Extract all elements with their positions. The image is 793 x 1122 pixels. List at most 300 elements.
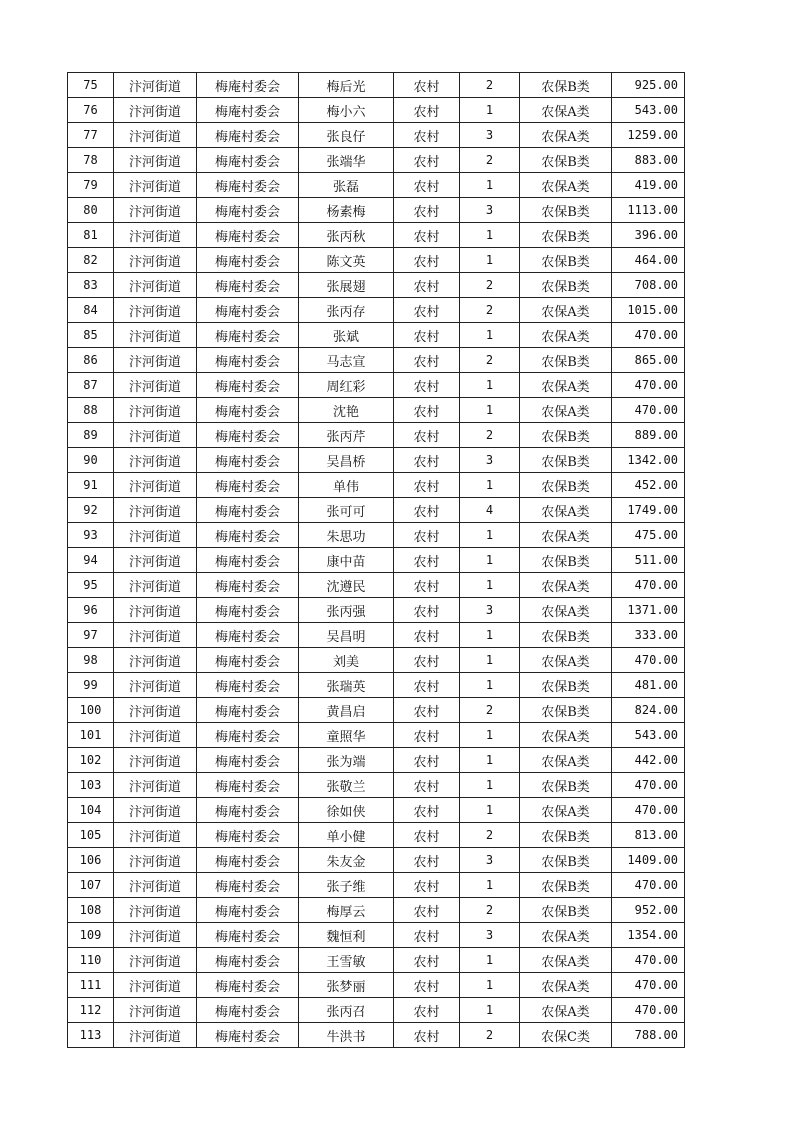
- amount-cell: 470.00: [612, 323, 685, 348]
- table-row: [68, 723, 685, 748]
- row-number-cell: 96: [68, 598, 114, 623]
- amount-cell: 788.00: [612, 1023, 685, 1048]
- row-number-cell: 79: [68, 173, 114, 198]
- amount-cell: 419.00: [612, 173, 685, 198]
- household-type-cell: 农村: [394, 698, 460, 723]
- household-type-cell: 农村: [394, 548, 460, 573]
- table-row: [68, 648, 685, 673]
- household-type-cell: 农村: [394, 123, 460, 148]
- household-size-cell: 1: [460, 473, 520, 498]
- insurance-category-cell: 农保A类: [520, 498, 612, 523]
- amount-cell: 883.00: [612, 148, 685, 173]
- household-size-cell: 1: [460, 998, 520, 1023]
- household-type-cell: 农村: [394, 973, 460, 998]
- street-cell: 汴河街道: [114, 423, 197, 448]
- row-number-cell: 75: [68, 73, 114, 98]
- person-name-cell: 魏恒利: [299, 923, 394, 948]
- insurance-category-cell: 农保A类: [520, 723, 612, 748]
- household-size-cell: 1: [460, 523, 520, 548]
- row-number-cell: 109: [68, 923, 114, 948]
- household-size-cell: 1: [460, 873, 520, 898]
- row-number-cell: 101: [68, 723, 114, 748]
- person-name-cell: 牛洪书: [299, 1023, 394, 1048]
- household-type-cell: 农村: [394, 498, 460, 523]
- street-cell: 汴河街道: [114, 823, 197, 848]
- amount-cell: 470.00: [612, 773, 685, 798]
- row-number-cell: 100: [68, 698, 114, 723]
- household-type-cell: 农村: [394, 748, 460, 773]
- row-number-cell: 90: [68, 448, 114, 473]
- village-committee-cell: 梅庵村委会: [197, 373, 299, 398]
- insurance-category-cell: 农保B类: [520, 223, 612, 248]
- person-name-cell: 张丙召: [299, 998, 394, 1023]
- village-committee-cell: 梅庵村委会: [197, 1023, 299, 1048]
- household-size-cell: 3: [460, 448, 520, 473]
- table-row: [68, 573, 685, 598]
- amount-cell: 470.00: [612, 373, 685, 398]
- insurance-category-cell: 农保B类: [520, 773, 612, 798]
- table-row: [68, 448, 685, 473]
- table-row: [68, 123, 685, 148]
- insurance-category-cell: 农保A类: [520, 398, 612, 423]
- insurance-category-cell: 农保A类: [520, 573, 612, 598]
- table-row: [68, 773, 685, 798]
- insurance-category-cell: 农保B类: [520, 273, 612, 298]
- village-committee-cell: 梅庵村委会: [197, 273, 299, 298]
- row-number-cell: 104: [68, 798, 114, 823]
- amount-cell: 813.00: [612, 823, 685, 848]
- table-row: [68, 548, 685, 573]
- person-name-cell: 吴昌明: [299, 623, 394, 648]
- row-number-cell: 80: [68, 198, 114, 223]
- insurance-category-cell: 农保A类: [520, 998, 612, 1023]
- village-committee-cell: 梅庵村委会: [197, 773, 299, 798]
- table-row: [68, 698, 685, 723]
- household-type-cell: 农村: [394, 198, 460, 223]
- table-row: [68, 498, 685, 523]
- table-row: [68, 998, 685, 1023]
- street-cell: 汴河街道: [114, 848, 197, 873]
- street-cell: 汴河街道: [114, 298, 197, 323]
- row-number-cell: 105: [68, 823, 114, 848]
- person-name-cell: 张展翅: [299, 273, 394, 298]
- amount-cell: 442.00: [612, 748, 685, 773]
- household-type-cell: 农村: [394, 398, 460, 423]
- row-number-cell: 108: [68, 898, 114, 923]
- table-row: [68, 848, 685, 873]
- person-name-cell: 梅小六: [299, 98, 394, 123]
- household-type-cell: 农村: [394, 298, 460, 323]
- household-type-cell: 农村: [394, 898, 460, 923]
- amount-cell: 511.00: [612, 548, 685, 573]
- person-name-cell: 沈遵民: [299, 573, 394, 598]
- household-size-cell: 3: [460, 598, 520, 623]
- amount-cell: 708.00: [612, 273, 685, 298]
- village-committee-cell: 梅庵村委会: [197, 148, 299, 173]
- amount-cell: 1371.00: [612, 598, 685, 623]
- insurance-category-cell: 农保B类: [520, 623, 612, 648]
- household-type-cell: 农村: [394, 848, 460, 873]
- amount-cell: 889.00: [612, 423, 685, 448]
- person-name-cell: 张良仔: [299, 123, 394, 148]
- household-type-cell: 农村: [394, 823, 460, 848]
- table-body: [68, 73, 685, 1048]
- household-type-cell: 农村: [394, 98, 460, 123]
- village-committee-cell: 梅庵村委会: [197, 873, 299, 898]
- village-committee-cell: 梅庵村委会: [197, 198, 299, 223]
- person-name-cell: 张丙秋: [299, 223, 394, 248]
- table-row: [68, 323, 685, 348]
- street-cell: 汴河街道: [114, 798, 197, 823]
- street-cell: 汴河街道: [114, 198, 197, 223]
- household-size-cell: 2: [460, 423, 520, 448]
- household-type-cell: 农村: [394, 598, 460, 623]
- person-name-cell: 童照华: [299, 723, 394, 748]
- person-name-cell: 沈艳: [299, 398, 394, 423]
- street-cell: 汴河街道: [114, 273, 197, 298]
- table-row: [68, 473, 685, 498]
- table-row: [68, 923, 685, 948]
- row-number-cell: 113: [68, 1023, 114, 1048]
- village-committee-cell: 梅庵村委会: [197, 98, 299, 123]
- household-type-cell: 农村: [394, 523, 460, 548]
- street-cell: 汴河街道: [114, 373, 197, 398]
- household-size-cell: 2: [460, 698, 520, 723]
- household-size-cell: 1: [460, 398, 520, 423]
- insurance-category-cell: 农保B类: [520, 198, 612, 223]
- table-row: [68, 198, 685, 223]
- insurance-category-cell: 农保A类: [520, 298, 612, 323]
- household-size-cell: 1: [460, 548, 520, 573]
- person-name-cell: 杨素梅: [299, 198, 394, 223]
- household-size-cell: 2: [460, 273, 520, 298]
- table-row: [68, 748, 685, 773]
- insurance-category-cell: 农保A类: [520, 98, 612, 123]
- row-number-cell: 99: [68, 673, 114, 698]
- table-row: [68, 423, 685, 448]
- village-committee-cell: 梅庵村委会: [197, 848, 299, 873]
- household-type-cell: 农村: [394, 148, 460, 173]
- amount-cell: 470.00: [612, 998, 685, 1023]
- household-type-cell: 农村: [394, 773, 460, 798]
- street-cell: 汴河街道: [114, 98, 197, 123]
- row-number-cell: 87: [68, 373, 114, 398]
- household-size-cell: 1: [460, 748, 520, 773]
- household-size-cell: 1: [460, 573, 520, 598]
- table-row: [68, 348, 685, 373]
- person-name-cell: 周红彩: [299, 373, 394, 398]
- insurance-category-cell: 农保A类: [520, 973, 612, 998]
- street-cell: 汴河街道: [114, 148, 197, 173]
- street-cell: 汴河街道: [114, 948, 197, 973]
- table-row: [68, 298, 685, 323]
- insurance-category-cell: 农保A类: [520, 523, 612, 548]
- table-row: [68, 73, 685, 98]
- person-name-cell: 刘美: [299, 648, 394, 673]
- insurance-category-cell: 农保B类: [520, 823, 612, 848]
- row-number-cell: 97: [68, 623, 114, 648]
- household-type-cell: 农村: [394, 723, 460, 748]
- amount-cell: 865.00: [612, 348, 685, 373]
- insurance-category-cell: 农保A类: [520, 948, 612, 973]
- person-name-cell: 张瑞英: [299, 673, 394, 698]
- table-row: [68, 173, 685, 198]
- street-cell: 汴河街道: [114, 623, 197, 648]
- village-committee-cell: 梅庵村委会: [197, 448, 299, 473]
- street-cell: 汴河街道: [114, 923, 197, 948]
- village-committee-cell: 梅庵村委会: [197, 673, 299, 698]
- amount-cell: 464.00: [612, 248, 685, 273]
- household-size-cell: 2: [460, 898, 520, 923]
- person-name-cell: 吴昌桥: [299, 448, 394, 473]
- village-committee-cell: 梅庵村委会: [197, 473, 299, 498]
- household-type-cell: 农村: [394, 348, 460, 373]
- household-type-cell: 农村: [394, 1023, 460, 1048]
- household-size-cell: 3: [460, 123, 520, 148]
- household-type-cell: 农村: [394, 323, 460, 348]
- row-number-cell: 102: [68, 748, 114, 773]
- village-committee-cell: 梅庵村委会: [197, 223, 299, 248]
- amount-cell: 1354.00: [612, 923, 685, 948]
- person-name-cell: 朱友金: [299, 848, 394, 873]
- street-cell: 汴河街道: [114, 548, 197, 573]
- table-row: [68, 623, 685, 648]
- person-name-cell: 徐如侠: [299, 798, 394, 823]
- amount-cell: 1409.00: [612, 848, 685, 873]
- household-size-cell: 1: [460, 373, 520, 398]
- row-number-cell: 91: [68, 473, 114, 498]
- table-row: [68, 823, 685, 848]
- row-number-cell: 77: [68, 123, 114, 148]
- street-cell: 汴河街道: [114, 473, 197, 498]
- amount-cell: 475.00: [612, 523, 685, 548]
- village-committee-cell: 梅庵村委会: [197, 798, 299, 823]
- amount-cell: 470.00: [612, 573, 685, 598]
- table-row: [68, 673, 685, 698]
- table-row: [68, 148, 685, 173]
- household-type-cell: 农村: [394, 873, 460, 898]
- household-size-cell: 2: [460, 298, 520, 323]
- household-type-cell: 农村: [394, 473, 460, 498]
- person-name-cell: 张敬兰: [299, 773, 394, 798]
- household-type-cell: 农村: [394, 623, 460, 648]
- person-name-cell: 张丙存: [299, 298, 394, 323]
- person-name-cell: 马志宣: [299, 348, 394, 373]
- person-name-cell: 梅厚云: [299, 898, 394, 923]
- household-type-cell: 农村: [394, 423, 460, 448]
- insurance-category-cell: 农保A类: [520, 748, 612, 773]
- amount-cell: 824.00: [612, 698, 685, 723]
- insurance-category-cell: 农保A类: [520, 598, 612, 623]
- person-name-cell: 张丙芹: [299, 423, 394, 448]
- household-size-cell: 1: [460, 173, 520, 198]
- street-cell: 汴河街道: [114, 248, 197, 273]
- street-cell: 汴河街道: [114, 898, 197, 923]
- amount-cell: 452.00: [612, 473, 685, 498]
- insurance-category-cell: 农保B类: [520, 73, 612, 98]
- person-name-cell: 单伟: [299, 473, 394, 498]
- household-size-cell: 1: [460, 223, 520, 248]
- household-type-cell: 农村: [394, 998, 460, 1023]
- street-cell: 汴河街道: [114, 723, 197, 748]
- insurance-category-cell: 农保B类: [520, 673, 612, 698]
- village-committee-cell: 梅庵村委会: [197, 73, 299, 98]
- street-cell: 汴河街道: [114, 448, 197, 473]
- insurance-category-cell: 农保C类: [520, 1023, 612, 1048]
- insurance-category-cell: 农保A类: [520, 923, 612, 948]
- table-row: [68, 523, 685, 548]
- village-committee-cell: 梅庵村委会: [197, 298, 299, 323]
- household-size-cell: 1: [460, 673, 520, 698]
- household-size-cell: 1: [460, 773, 520, 798]
- insurance-category-cell: 农保B类: [520, 448, 612, 473]
- household-size-cell: 2: [460, 823, 520, 848]
- amount-cell: 1259.00: [612, 123, 685, 148]
- insurance-category-cell: 农保B类: [520, 473, 612, 498]
- person-name-cell: 张为端: [299, 748, 394, 773]
- table-row: [68, 248, 685, 273]
- person-name-cell: 张斌: [299, 323, 394, 348]
- row-number-cell: 85: [68, 323, 114, 348]
- street-cell: 汴河街道: [114, 673, 197, 698]
- household-size-cell: 1: [460, 623, 520, 648]
- household-size-cell: 2: [460, 73, 520, 98]
- street-cell: 汴河街道: [114, 323, 197, 348]
- row-number-cell: 112: [68, 998, 114, 1023]
- amount-cell: 470.00: [612, 948, 685, 973]
- insurance-category-cell: 农保A类: [520, 798, 612, 823]
- insurance-category-cell: 农保A类: [520, 173, 612, 198]
- household-size-cell: 3: [460, 848, 520, 873]
- insurance-category-cell: 农保B类: [520, 548, 612, 573]
- person-name-cell: 单小健: [299, 823, 394, 848]
- household-type-cell: 农村: [394, 573, 460, 598]
- table-row: [68, 373, 685, 398]
- household-size-cell: 1: [460, 648, 520, 673]
- row-number-cell: 111: [68, 973, 114, 998]
- insurance-category-cell: 农保B类: [520, 848, 612, 873]
- street-cell: 汴河街道: [114, 598, 197, 623]
- household-type-cell: 农村: [394, 798, 460, 823]
- household-type-cell: 农村: [394, 273, 460, 298]
- household-size-cell: 4: [460, 498, 520, 523]
- village-committee-cell: 梅庵村委会: [197, 498, 299, 523]
- street-cell: 汴河街道: [114, 873, 197, 898]
- amount-cell: 333.00: [612, 623, 685, 648]
- table-row: [68, 948, 685, 973]
- amount-cell: 543.00: [612, 98, 685, 123]
- row-number-cell: 89: [68, 423, 114, 448]
- row-number-cell: 93: [68, 523, 114, 548]
- household-size-cell: 1: [460, 798, 520, 823]
- household-size-cell: 1: [460, 98, 520, 123]
- village-committee-cell: 梅庵村委会: [197, 623, 299, 648]
- household-type-cell: 农村: [394, 173, 460, 198]
- row-number-cell: 83: [68, 273, 114, 298]
- row-number-cell: 110: [68, 948, 114, 973]
- household-type-cell: 农村: [394, 248, 460, 273]
- row-number-cell: 82: [68, 248, 114, 273]
- street-cell: 汴河街道: [114, 998, 197, 1023]
- person-name-cell: 梅后光: [299, 73, 394, 98]
- household-type-cell: 农村: [394, 448, 460, 473]
- household-size-cell: 2: [460, 148, 520, 173]
- amount-cell: 925.00: [612, 73, 685, 98]
- row-number-cell: 95: [68, 573, 114, 598]
- amount-cell: 470.00: [612, 398, 685, 423]
- table-row: [68, 98, 685, 123]
- street-cell: 汴河街道: [114, 73, 197, 98]
- village-committee-cell: 梅庵村委会: [197, 948, 299, 973]
- village-committee-cell: 梅庵村委会: [197, 823, 299, 848]
- village-committee-cell: 梅庵村委会: [197, 973, 299, 998]
- household-size-cell: 1: [460, 948, 520, 973]
- village-committee-cell: 梅庵村委会: [197, 523, 299, 548]
- household-size-cell: 3: [460, 923, 520, 948]
- household-size-cell: 2: [460, 348, 520, 373]
- insurance-category-cell: 农保A类: [520, 123, 612, 148]
- amount-cell: 396.00: [612, 223, 685, 248]
- insurance-category-cell: 农保A类: [520, 648, 612, 673]
- village-committee-cell: 梅庵村委会: [197, 348, 299, 373]
- household-type-cell: 农村: [394, 923, 460, 948]
- household-size-cell: 1: [460, 248, 520, 273]
- insurance-category-cell: 农保A类: [520, 323, 612, 348]
- row-number-cell: 94: [68, 548, 114, 573]
- household-type-cell: 农村: [394, 948, 460, 973]
- village-committee-cell: 梅庵村委会: [197, 248, 299, 273]
- village-committee-cell: 梅庵村委会: [197, 423, 299, 448]
- insurance-category-cell: 农保B类: [520, 423, 612, 448]
- amount-cell: 481.00: [612, 673, 685, 698]
- row-number-cell: 106: [68, 848, 114, 873]
- person-name-cell: 黄昌启: [299, 698, 394, 723]
- row-number-cell: 78: [68, 148, 114, 173]
- row-number-cell: 84: [68, 298, 114, 323]
- row-number-cell: 92: [68, 498, 114, 523]
- amount-cell: 470.00: [612, 973, 685, 998]
- village-committee-cell: 梅庵村委会: [197, 323, 299, 348]
- village-committee-cell: 梅庵村委会: [197, 723, 299, 748]
- village-committee-cell: 梅庵村委会: [197, 573, 299, 598]
- village-committee-cell: 梅庵村委会: [197, 923, 299, 948]
- amount-cell: 1342.00: [612, 448, 685, 473]
- row-number-cell: 88: [68, 398, 114, 423]
- row-number-cell: 107: [68, 873, 114, 898]
- village-committee-cell: 梅庵村委会: [197, 648, 299, 673]
- street-cell: 汴河街道: [114, 1023, 197, 1048]
- street-cell: 汴河街道: [114, 123, 197, 148]
- person-name-cell: 张可可: [299, 498, 394, 523]
- person-name-cell: 张子维: [299, 873, 394, 898]
- person-name-cell: 张丙强: [299, 598, 394, 623]
- household-type-cell: 农村: [394, 673, 460, 698]
- amount-cell: 470.00: [612, 798, 685, 823]
- insurance-category-cell: 农保B类: [520, 698, 612, 723]
- household-size-cell: 1: [460, 323, 520, 348]
- amount-cell: 470.00: [612, 648, 685, 673]
- street-cell: 汴河街道: [114, 698, 197, 723]
- household-type-cell: 农村: [394, 373, 460, 398]
- row-number-cell: 103: [68, 773, 114, 798]
- insurance-category-cell: 农保B类: [520, 248, 612, 273]
- person-name-cell: 张梦丽: [299, 973, 394, 998]
- village-committee-cell: 梅庵村委会: [197, 998, 299, 1023]
- village-committee-cell: 梅庵村委会: [197, 748, 299, 773]
- table-row: [68, 598, 685, 623]
- person-name-cell: 张端华: [299, 148, 394, 173]
- person-name-cell: 陈文英: [299, 248, 394, 273]
